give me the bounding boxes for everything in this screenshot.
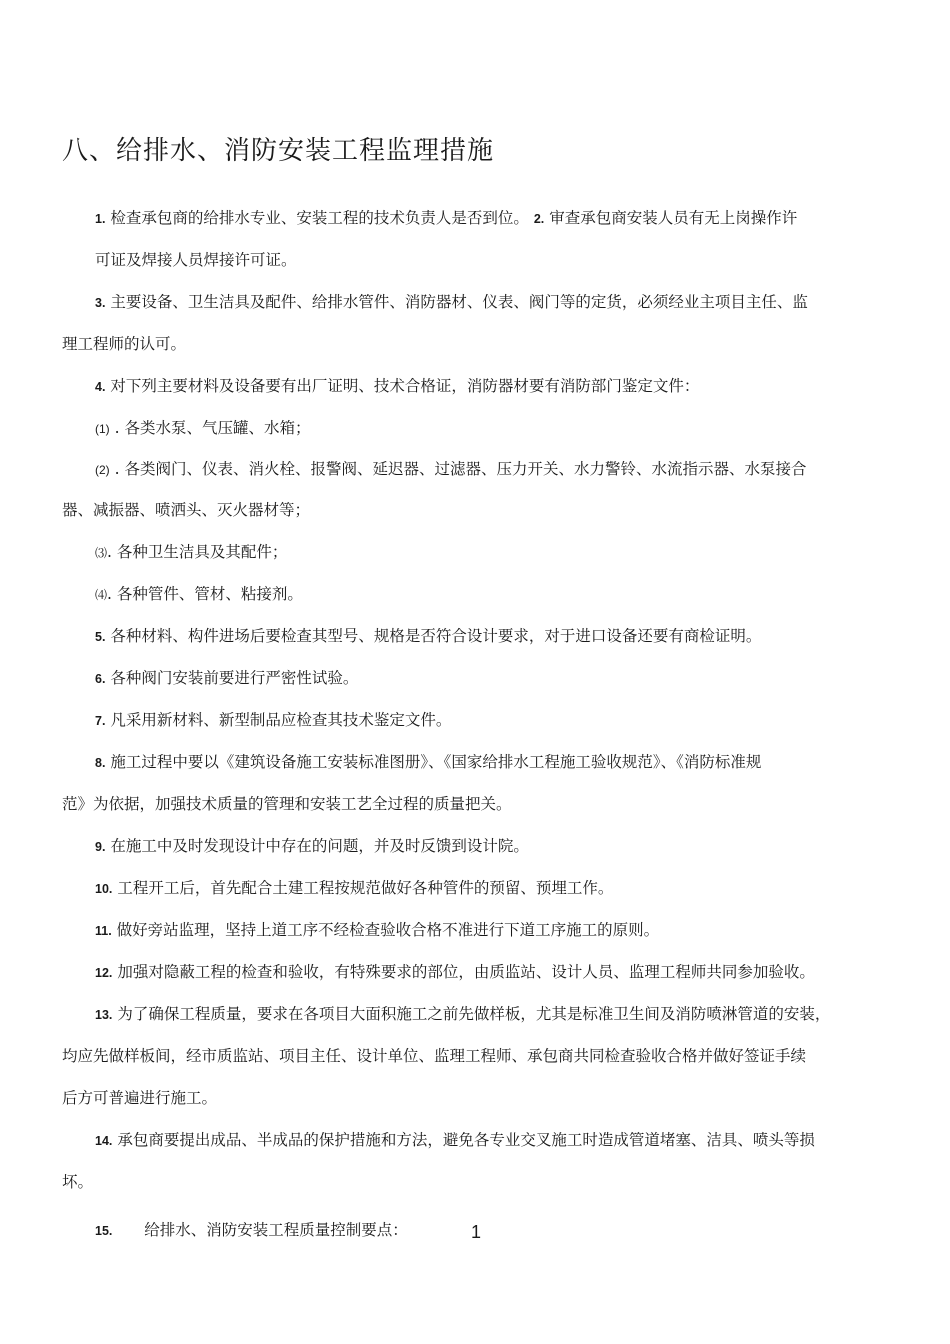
item-number: 11. [95,924,112,938]
paragraph-line [62,794,512,814]
paragraph-line [95,292,808,313]
item-text: 对下列主要材料及设备要有出厂证明、技术合格证，消防器材要有消防部门鉴定文件： [110,377,700,395]
item-text: 主要设备、卫生洁具及配件、给排水管件、消防器材、仪表、阀门等的定货，必须经业主项目主任、监 [110,293,808,311]
item-text: 审查承包商安装人员有无上岗操作许 [549,209,798,227]
paragraph-line [95,836,529,857]
item-text: 检查承包商的给排水专业、安装工程的技术负责人是否到位。 [110,209,529,227]
paragraph-line [95,459,806,480]
item-number: 9. [95,840,106,854]
sub-item-number: (2) [95,463,110,477]
item-number: 10. [95,882,113,896]
page-title: 八、给排水、消防安装工程监理措施 [62,136,495,166]
paragraph-line [62,1172,93,1192]
item-text: 各种材料、构件进场后要检查其型号、规格是否符合设计要求，对于进口设备还要有商检证明。 [110,627,762,645]
item-text: 范》为依据，加强技术质量的管理和安装工艺全过程的质量把关。 [62,795,512,813]
paragraph-line [95,626,761,647]
paragraph-line [95,920,659,941]
paragraph-line [95,418,310,439]
item-number: 8. [95,756,106,770]
paragraph-line [95,542,287,563]
item-text: 后方可普遍进行施工。 [62,1089,218,1107]
item-number: 2. [533,212,545,226]
item-number: 13. [95,1008,113,1022]
paragraph-line [95,962,815,983]
paragraph-line [62,334,186,354]
item-number: 14. [95,1134,113,1148]
paragraph-line [95,376,699,397]
paragraph-line [95,1220,408,1241]
paragraph-line [95,208,797,229]
item-text: 施工过程中要以《建筑设备施工安装标准图册》、《国家给排水工程施工验收规范》、《消防标准规 [110,753,762,771]
item-text: 凡采用新材料、新型制品应检查其技术鉴定文件。 [110,711,452,729]
item-text: 可证及焊接人员焊接许可证。 [95,251,297,269]
paragraph-line [62,500,310,520]
item-text: 坏。 [62,1173,94,1191]
item-text: . 各类水泵、气压罐、水箱； [114,419,311,437]
item-text: 工程开工后，首先配合土建工程按规范做好各种管件的预留、预埋工作。 [117,879,614,897]
sub-item-number: (1) [95,422,110,436]
item-text: 做好旁站监理，坚持上道工序不经检查验收合格不准进行下道工序施工的原则。 [116,921,660,939]
paragraph-line [95,668,358,689]
item-text: 为了确保工程质量，要求在各项目大面积施工之前先做样板，尤其是标准卫生间及消防喷淋管道的安装， [117,1005,831,1023]
item-number: 12. [95,966,113,980]
item-text: 给排水、消防安装工程质量控制要点： [144,1221,408,1239]
item-number: 15. [95,1224,113,1238]
item-text: . 各种卫生洁具及其配件； [107,543,288,561]
paragraph-line [95,1130,815,1151]
paragraph-line [95,752,761,773]
item-text: . 各类阀门、仪表、消火栓、报警阀、延迟器、过滤器、压力开关、水力警铃、水流指示器、水泵接合 [114,460,807,478]
item-number: 6. [95,672,106,686]
item-text: 理工程师的认可。 [62,335,187,353]
item-number: 4. [95,380,106,394]
item-number: 7. [95,714,106,728]
item-text: . 各种管件、管材、粘接剂。 [107,585,303,603]
sub-item-number: ⑶ [95,546,108,560]
sub-item-number: ⑷ [95,588,108,602]
paragraph-line [62,1046,806,1066]
item-text: 各种阀门安装前要进行严密性试验。 [110,669,359,687]
paragraph-line [62,1088,217,1108]
item-text: 均应先做样板间，经市质监站、项目主任、设计单位、监理工程师、承包商共同检查验收合格并做好签证手续 [62,1047,807,1065]
paragraph-line [95,584,303,605]
item-text: 承包商要提出成品、半成品的保护措施和方法，避免各专业交叉施工时造成管道堵塞、洁具、喷头等损 [117,1131,815,1149]
item-text: 加强对隐蔽工程的检查和验收，有特殊要求的部位，由质监站、设计人员、监理工程师共同参加验收。 [117,963,815,981]
paragraph-line [95,1004,830,1025]
paragraph-line [95,250,297,270]
item-number: 1. [95,212,106,226]
item-number: 5. [95,630,106,644]
page-number: 1 [471,1222,482,1242]
paragraph-line [95,710,451,731]
item-text: 器、减振器、喷洒头、灭火器材等； [62,501,311,519]
item-number: 3. [95,296,106,310]
paragraph-line [95,878,613,899]
item-text: 在施工中及时发现设计中存在的问题，并及时反馈到设计院。 [110,837,529,855]
